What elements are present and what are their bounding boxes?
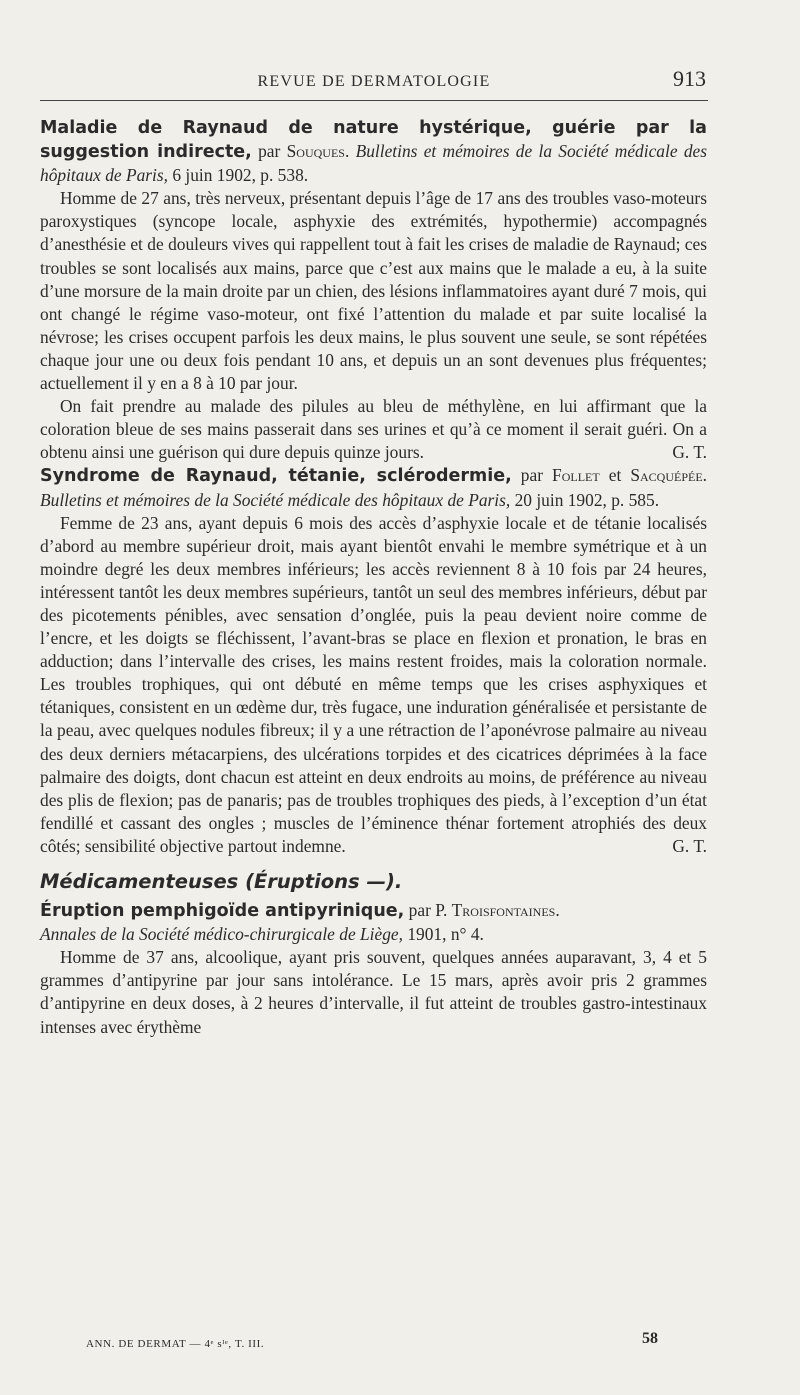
article-1-author: Souques [286,141,345,162]
article-1-title: Maladie de Raynaud de nature hystérique, guérie par la suggestion indirecte, [40,118,707,163]
article-2-paragraph-text: Femme de 23 ans, ayant depuis 6 mois des accès d’asphyxie locale et de tétanie localisés d’abord au membre supérieur droit, mais ayant bientôt envahi le membre symétrique et à un moindre degré les deux membres inférieurs; les accès reviennent 8 à 10 fois par 24 heures, intéressent tantôt les deux membres supérieurs, tantôt un seul des membres inférieurs, début par des picotements pénibles, avec sensation d’onglée, puis la peau devient noire comme de l’encre, et les doigts se fléchissent, l’avant-bras se place en flexion et pronation, le bras en adduction; dans l’intervalle des crises, les mains restent froides, mais la coloration normale. Les troubles trophiques, qui ont débuté en même temps que les crises asphyxiques et tétaniques, consistent en un œdème dur, très fugace, une induration généralisée et persistante de la peau, avec quelques nodules fibreux; il y a une rétraction de l’aponévrose palmaire au niveau des deux derniers métacarpiens, des ulcérations torpides et des cicatrices déprimées à la face palmaire des doigts, dont chacun est atteint en deux endroits au moins, de préférence au niveau des plis de flexion; pas de panaris; pas de troubles trophiques des pieds, à l’exception d’un état fendillé et cassant des ongles ; muscles de l’éminence thénar fortement atrophiés des deux côtés; sensibilité objective partout indemne. [40,512,707,856]
article-1-paragraph [40,395,707,464]
running-title: REVUE DE DERMATOLOGIE [257,73,491,90]
page-body [40,116,707,1039]
article-1-ref: 6 juin 1902, p. 538. [168,165,309,186]
page-number: 913 [673,66,706,91]
article-2-journal: Bulletins et mémoires de la Société médicale des hôpitaux de Paris, [40,489,511,510]
article-3-ref: 1901, n° 4. [403,924,484,945]
article-3-after-author: . [555,900,560,921]
article-2-author-1: Follet [552,465,600,486]
article-2-title: Syndrome de Raynaud, tétanie, sclérodermie, [40,466,512,487]
page-footer [86,1330,658,1352]
article-1-heading [40,116,707,187]
article-2-signature: G. T. [672,835,707,856]
article-2-and: et [599,465,631,486]
page-header [40,66,708,101]
article-3-heading [40,899,707,946]
article-2-ref: 20 juin 1902, p. 585. [510,489,660,510]
article-1-signature: G. T. [672,442,707,463]
article-3-title: Éruption pemphigoïde antipyrinique, [40,901,405,922]
article-3-paragraph: Homme de 37 ans, alcoolique, ayant pris souvent, quelques années auparavant, 3, 4 et 5 grammes d’antipyrine par jour sans intolérance. Le 15 mars, après avoir pris 2 grammes d’antipyrine en deux doses, à 2 heures d’intervalle, il fut atteint de troubles gastro-intestinaux intenses avec érythème [40,947,707,1037]
section-heading: Médicamenteuses (Éruptions —). [40,870,403,893]
article-1-paragraph: Homme de 27 ans, très nerveux, présentant depuis l’âge de 17 ans des troubles vaso-moteurs paroxystiques (syncope locale, asphyxie des extrémités, hypothermie) accompagnés d’anesthésie et de douleurs vives qui rappellent tout à fait les crises de maladie de Raynaud; ces troubles se sont localisés aux mains, parce que c’est aux mains que le malade a eu, à la suite d’une morsure de la main droite par un chien, des lésions inflammatoires ayant duré 7 mois, qui ont changé le régime vaso-moteur, ont fixé l’attention du malade et par suite localisé la névrose; les crises occupent parfois les deux mains, le plus souvent une seule, se sont répétées chaque jour une ou deux fois pendant 10 ans, et depuis un an sont devenues plus fréquentes; actuellement il y en a 8 à 10 par jour. [40,188,707,394]
article-3-by: par P. [404,900,452,921]
article-1-after-author: . [344,141,356,162]
footer-citation: ANN. DE DERMAT — 4ᵉ sᴵᵉ, T. III. [86,1338,265,1350]
article-2-author-2: Sacquépée [630,465,703,486]
article-3-author: Troisfontaines [451,900,556,921]
article-1-by: par [251,141,287,162]
article-1-paragraph-text: On fait prendre au malade des pilules au bleu de méthylène, en lui affirmant que la coloration bleue de ses mains passerait dans ses urines et qu’à ce moment il serait guéri. On a obtenu ainsi une guérison qui dure depuis quinze jours. [40,396,707,463]
article-2-by: par [511,465,553,486]
article-1-journal: Bulletins et mémoires de la Société médicale des hôpitaux de Paris, [40,141,708,186]
article-2-paragraph [40,512,707,858]
article-2-after-author: . [702,465,708,486]
article-3-journal: Annales de la Société médico-chirurgicale de Liège, [40,924,403,945]
signature-mark: 58 [642,1330,658,1347]
article-2-heading [40,464,707,511]
